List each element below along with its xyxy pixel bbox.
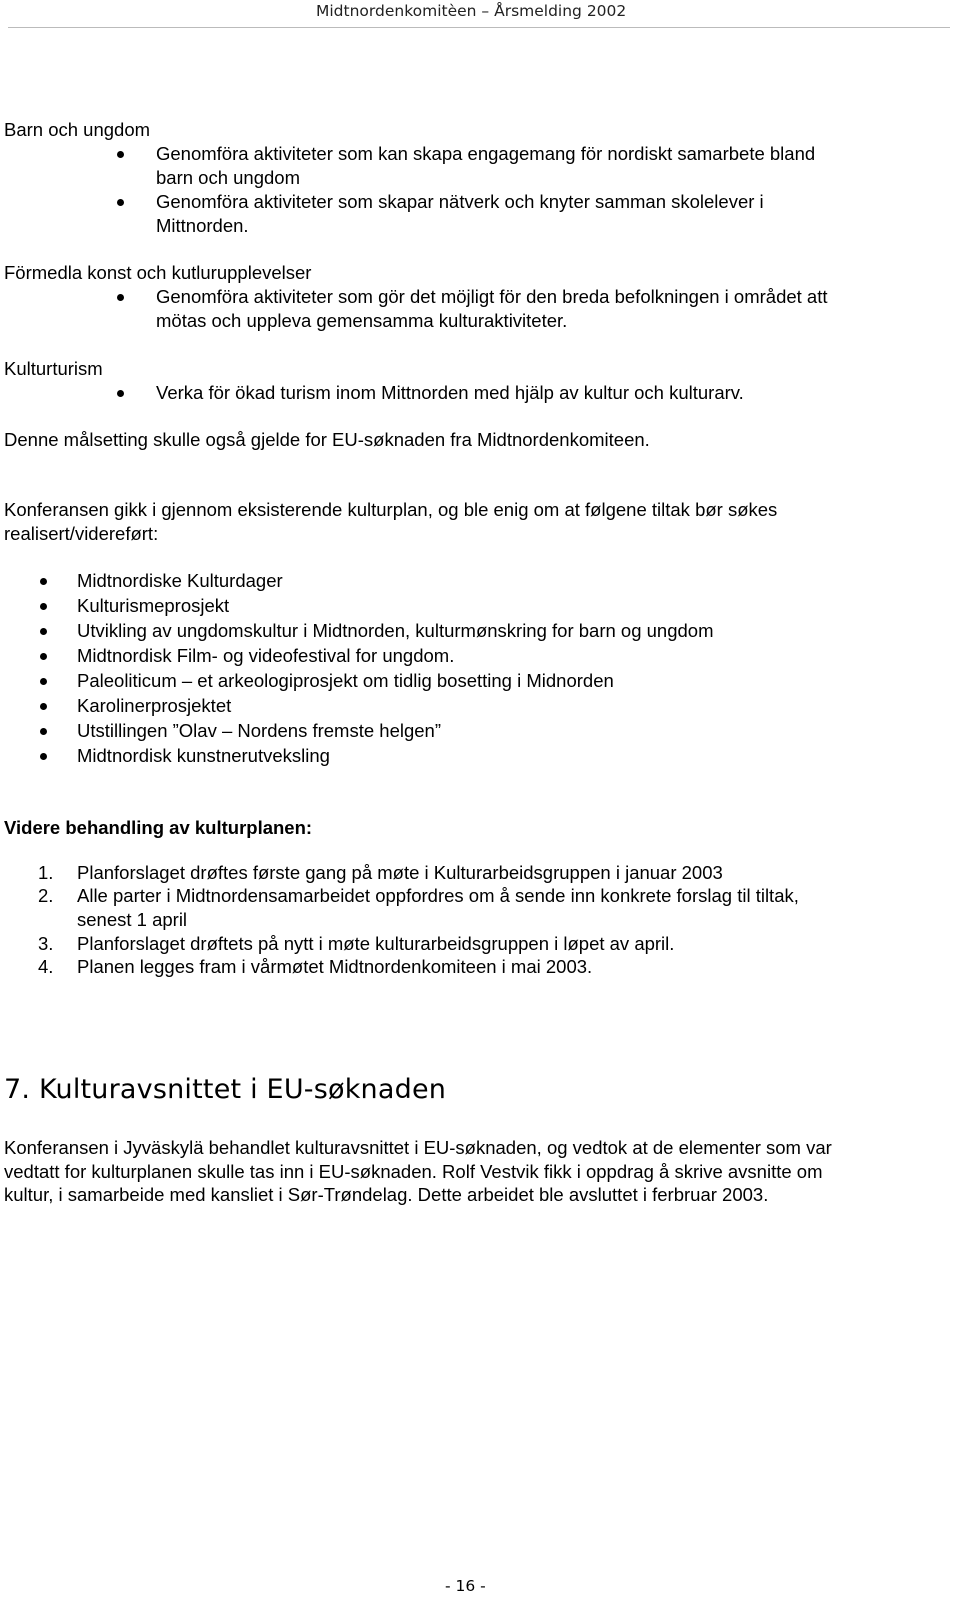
list-item: Midtnordisk Film- og videofestival for ungdom.: [77, 645, 455, 666]
paragraph-denne: Denne målsetting skulle også gjelde for EU-søknaden fra Midtnordenkomiteen.: [4, 429, 650, 450]
list-item-line: Verka för ökad turism inom Mittnorden med hjälp av kultur och kulturarv.: [156, 382, 744, 403]
section-heading-videre: Videre behandling av kulturplanen:: [4, 817, 313, 838]
bullet-icon: [117, 151, 124, 158]
list-item-line: Mittnorden.: [156, 215, 249, 236]
paragraph-line: kultur, i samarbeide med kansliet i Sør-Trøndelag. Dette arbeidet ble avsluttet i ferbruar 2003.: [4, 1184, 769, 1205]
bullet-icon: [40, 678, 47, 685]
paragraph-line: vedtatt for kulturplanen skulle tas inn i EU-søknaden. Rolf Vestvik fikk i oppdrag å skrive avsnitte om: [4, 1161, 823, 1182]
list-item: Utvikling av ungdomskultur i Midtnorden, kulturmønskring for barn og ungdom: [77, 620, 714, 641]
running-header: Midtnordenkomitèen – Årsmelding 2002: [316, 2, 627, 20]
bullet-icon: [40, 603, 47, 610]
list-item-line: Planforslaget drøftes første gang på møte i Kulturarbeidsgruppen i januar 2003: [77, 862, 723, 883]
bullet-icon: [117, 390, 124, 397]
list-item: Midtnordiske Kulturdager: [77, 570, 283, 591]
bullet-icon: [40, 653, 47, 660]
list-number: 3.: [38, 933, 54, 954]
bullet-icon: [40, 703, 47, 710]
section-heading-formedla: Förmedla konst och kutlurupplevelser: [4, 262, 312, 283]
section-heading-kulturturism: Kulturturism: [4, 358, 103, 379]
list-item: Utstillingen ”Olav – Nordens fremste helgen”: [77, 720, 441, 741]
list-item-line: barn och ungdom: [156, 167, 300, 188]
list-item-line: Planen legges fram i vårmøtet Midtnordenkomiteen i mai 2003.: [77, 956, 593, 977]
bullet-icon: [40, 753, 47, 760]
page-number: - 16 -: [445, 1577, 486, 1595]
list-item-line: Genomföra aktiviteter som kan skapa engagemang för nordiskt samarbete bland: [156, 143, 816, 164]
list-item: Karolinerprosjektet: [77, 695, 232, 716]
list-number: 4.: [38, 956, 54, 977]
bullet-icon: [117, 199, 124, 206]
list-item-line: mötas och uppleva gemensamma kulturaktiviteter.: [156, 310, 568, 331]
list-item: Midtnordisk kunstnerutveksling: [77, 745, 330, 766]
list-number: 2.: [38, 885, 54, 906]
header-rule: [8, 27, 950, 28]
chapter-heading: 7. Kulturavsnittet i EU-søknaden: [4, 1074, 447, 1105]
list-item-line: senest 1 april: [77, 909, 188, 930]
paragraph-line: Konferansen i Jyväskylä behandlet kulturavsnittet i EU-søknaden, og vedtok at de elementer som var: [4, 1137, 832, 1158]
bullet-icon: [117, 294, 124, 301]
bullet-icon: [40, 628, 47, 635]
paragraph-line: Konferansen gikk i gjennom eksisterende kulturplan, og ble enig om at følgene tiltak bør søkes: [4, 499, 778, 520]
list-item-line: Planforslaget drøftets på nytt i møte kulturarbeidsgruppen i løpet av april.: [77, 933, 675, 954]
list-number: 1.: [38, 862, 54, 883]
paragraph-line: realisert/videreført:: [4, 523, 159, 544]
list-item-line: Alle parter i Midtnordensamarbeidet oppfordres om å sende inn konkrete forslag til tiltak,: [77, 885, 799, 906]
bullet-icon: [40, 578, 47, 585]
section-heading-barn: Barn och ungdom: [4, 119, 151, 140]
bullet-icon: [40, 728, 47, 735]
list-item: Kulturismeprosjekt: [77, 595, 230, 616]
list-item-line: Genomföra aktiviteter som gör det möjligt för den breda befolkningen i området att: [156, 286, 828, 307]
list-item: Paleoliticum – et arkeologiprosjekt om tidlig bosetting i Midnorden: [77, 670, 614, 691]
list-item-line: Genomföra aktiviteter som skapar nätverk och knyter samman skolelever i: [156, 191, 764, 212]
